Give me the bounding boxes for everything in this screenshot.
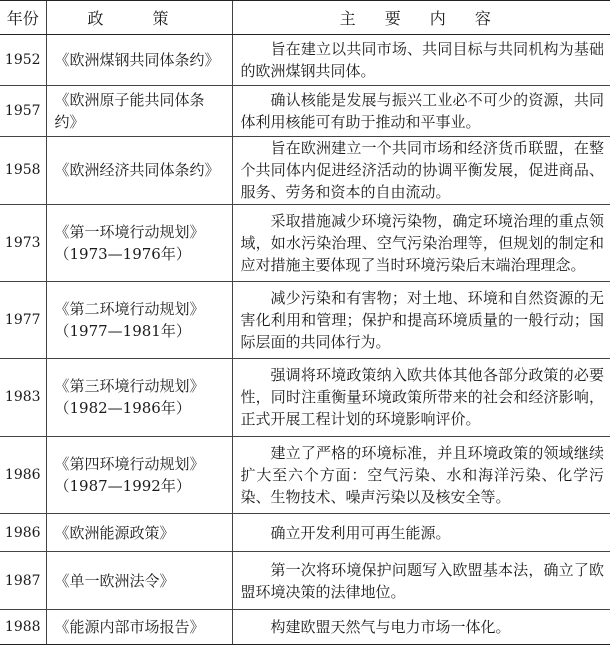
policy-period: （1977—1981年） — [54, 322, 191, 341]
table-row — [0, 204, 610, 281]
table-row — [0, 282, 610, 359]
policy-cell — [46, 282, 232, 359]
policy-period: （1982—1986年） — [54, 399, 191, 418]
year-cell: 1986 — [0, 436, 46, 513]
header-policy: 政 策 — [46, 1, 232, 35]
policy-period: （1973—1976年） — [54, 244, 191, 263]
policy-title: 《第四环境行动规划》 — [54, 454, 205, 473]
policy-cell — [46, 436, 232, 513]
year-cell: 1952 — [0, 35, 46, 86]
year-cell: 1958 — [0, 136, 46, 204]
year-cell: 1986 — [0, 513, 46, 552]
table-header-row — [0, 1, 610, 35]
table-row — [0, 610, 610, 645]
policy-cell: 《单一欧洲法令》 — [46, 552, 232, 610]
content-cell: 确认核能是发展与振兴工业必不可少的资源，共同体利用核能可有助于推动和平事业。 — [232, 85, 610, 136]
header-year: 年份 — [0, 1, 46, 35]
content-cell: 确立开发利用可再生能源。 — [232, 513, 610, 552]
policy-title: 《第一环境行动规划》 — [54, 222, 205, 241]
policy-cell: 《欧洲煤钢共同体条约》 — [46, 35, 232, 86]
content-cell: 构建欧盟天然气与电力市场一体化。 — [232, 610, 610, 645]
table-row — [0, 136, 610, 204]
year-cell: 1987 — [0, 552, 46, 610]
content-cell: 采取措施减少环境污染物，确定环境治理的重点领域，如水污染治理、空气污染治理等，但规划的制定和应对措施主要体现了当时环境污染后末端治理理念。 — [232, 204, 610, 281]
content-cell: 旨在建立以共同市场、共同目标与共同机构为基础的欧洲煤钢共同体。 — [232, 35, 610, 86]
table-row — [0, 85, 610, 136]
table-row — [0, 35, 610, 86]
table-row — [0, 436, 610, 513]
table-row — [0, 359, 610, 436]
year-cell: 1973 — [0, 204, 46, 281]
policy-cell: 《欧洲能源政策》 — [46, 513, 232, 552]
policy-title: 《第三环境行动规划》 — [54, 377, 205, 396]
content-cell: 减少污染和有害物；对土地、环境和自然资源的无害化利用和管理；保护和提高环境质量的一般行动；国际层面的共同体行为。 — [232, 282, 610, 359]
policy-cell: 《欧洲经济共同体条约》 — [46, 136, 232, 204]
policy-cell: 《能源内部市场报告》 — [46, 610, 232, 645]
year-cell: 1957 — [0, 85, 46, 136]
content-cell: 建立了严格的环境标准，并且环境政策的领域继续扩大至六个方面：空气污染、水和海洋污染、化学污染、生物技术、噪声污染以及核安全等。 — [232, 436, 610, 513]
policy-period: （1987—1992年） — [54, 476, 191, 495]
content-cell: 强调将环境政策纳入欧共体其他各部分政策的必要性，同时注重衡量环境政策所带来的社会和经济影响，正式开展工程计划的环境影响评价。 — [232, 359, 610, 436]
year-cell: 1977 — [0, 282, 46, 359]
policy-title: 《第二环境行动规划》 — [54, 300, 205, 319]
table-row — [0, 552, 610, 610]
header-content: 主 要 内 容 — [232, 1, 610, 35]
year-cell: 1983 — [0, 359, 46, 436]
year-cell: 1988 — [0, 610, 46, 645]
table-row — [0, 513, 610, 552]
content-cell: 第一次将环境保护问题写入欧盟基本法，确立了欧盟环境决策的法律地位。 — [232, 552, 610, 610]
policy-cell — [46, 359, 232, 436]
policy-cell: 《欧洲原子能共同体条约》 — [46, 85, 232, 136]
policy-cell — [46, 204, 232, 281]
content-cell: 旨在欧洲建立一个共同市场和经济货币联盟，在整个共同体内促进经济活动的协调平衡发展，促进商品、服务、劳务和资本的自由流动。 — [232, 136, 610, 204]
